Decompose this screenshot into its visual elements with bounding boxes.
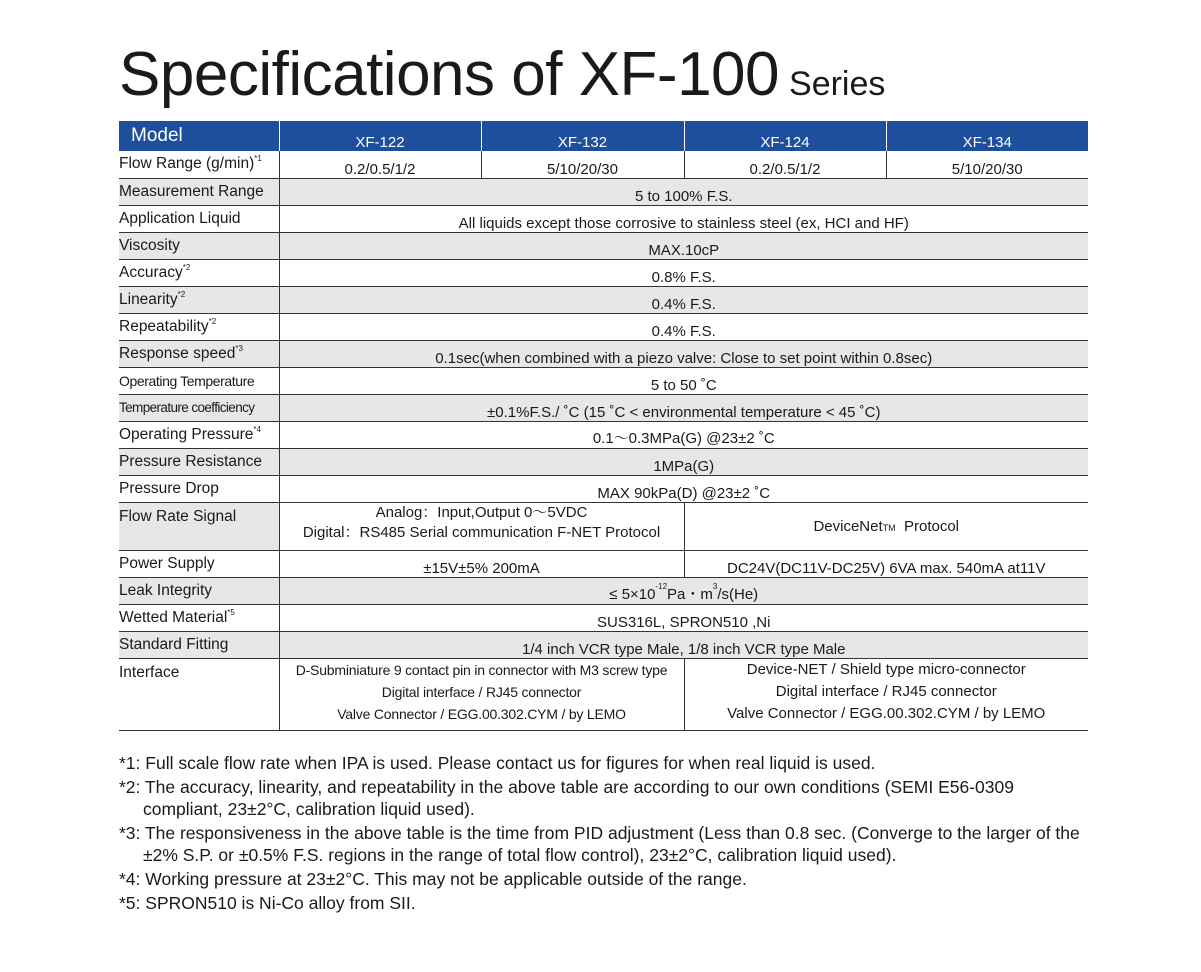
table-row-repeatability [119, 313, 1088, 340]
title-sub: Series [789, 65, 886, 103]
interface-line: Valve Connector / EGG.00.302.CYM / by LEMO [337, 705, 626, 722]
row-label: Response speed$^{*3}$ [119, 340, 279, 367]
table-row-linearity [119, 286, 1088, 313]
row-value: 5/10/20/30 [886, 151, 1088, 178]
header-xf-124: XF-124 [684, 121, 886, 151]
spec-table [119, 121, 1088, 731]
row-label: Wetted Material$^{*5}$ [119, 604, 279, 631]
interface-line: Device-NET / Shield type micro-connector [746, 660, 1026, 678]
header-xf-132: XF-132 [481, 121, 684, 151]
row-value: MAX.10cP [279, 232, 1088, 259]
row-value: ≤ $5\times 10^{-12}Pa$・$m^3/s(He)$ [279, 577, 1088, 604]
row-value: 0.4% F.S. [279, 286, 1088, 313]
row-value: SUS316L, SPRON510 ,Ni [279, 604, 1088, 631]
row-value: 0.4% F.S. [279, 313, 1088, 340]
row-value: 0.1sec(when combined with a piezo valve: Close to set point within 0.8sec) [279, 340, 1088, 367]
table-row-leak-integrity [119, 577, 1088, 604]
table-row-wetted-material [119, 604, 1088, 631]
table-row-flow-range [119, 151, 1088, 178]
header-xf-134: XF-134 [886, 121, 1088, 151]
row-label: Flow Range $(g/\min)^{*1}$ [119, 151, 279, 178]
table-row-standard-fitting [119, 631, 1088, 658]
header-xf-122: XF-122 [279, 121, 481, 151]
row-label: Interface [119, 658, 279, 730]
footnote: *5: SPRON510 is Ni-Co alloy from SII. [119, 893, 416, 913]
table-row-measurement-range [119, 178, 1088, 205]
header-row [119, 121, 1088, 151]
table-row-power-supply [119, 550, 1088, 577]
row-value: ±0.1%F.S./ ˚C (15 ˚C < environmental temperature < 45 ˚C) [279, 394, 1088, 421]
row-value: 5 to 50 ˚C [279, 367, 1088, 394]
interface-line: Valve Connector / EGG.00.302.CYM / by LEMO [727, 704, 1046, 722]
table-row-application-liquid [119, 205, 1088, 232]
title-main: Specifications of XF-100 [119, 40, 780, 109]
row-label: Standard Fitting [119, 631, 279, 658]
page-title [119, 40, 886, 109]
footnote: *4: Working pressure at 23±2°C. This may not be applicable outside of the range. [119, 869, 747, 889]
row-value: All liquids except those corrosive to stainless steel (ex, HCI and HF) [279, 205, 1088, 232]
table-row-response-speed [119, 340, 1088, 367]
table-row-viscosity [119, 232, 1088, 259]
footnote: *3: The responsiveness in the above table is the time from PID adjustment (Less than 0.8 sec. (Converge to the larger of the ±2% S.P. or ±0.5% F.S. regions in the range of total flow control), 23±2°C, calibration liquid used). [119, 823, 1080, 865]
signal-line: Analog：Input,Output 0～5VDC [375, 503, 588, 521]
row-label: Flow Rate Signal [119, 502, 279, 550]
row-value-right: DeviceNetTM Protocol [684, 502, 1088, 550]
row-label: Power Supply [119, 550, 279, 577]
interface-line: Digital interface / RJ45 connector [775, 682, 997, 700]
row-value: 1MPa(G) [279, 448, 1088, 475]
row-label: Linearity$^{*2}$ [119, 286, 279, 313]
footnote: *1: Full scale flow rate when IPA is used. Please contact us for figures for when real liquid is used. [119, 753, 876, 773]
row-value-left: ±15V±5% 200mA [279, 550, 684, 577]
row-value-left [279, 658, 684, 730]
header-model: Model [119, 121, 279, 151]
interface-line: D-Subminiature 9 contact pin in connector with M3 screw type [295, 661, 668, 678]
row-label: Operating Temperature [119, 367, 279, 394]
row-value: 5/10/20/30 [481, 151, 684, 178]
row-label: Viscosity [119, 232, 279, 259]
row-value-right [684, 658, 1088, 730]
interface-line: Digital interface / RJ45 connector [381, 683, 582, 700]
row-value: MAX 90kPa(D) @23±2 ˚C [279, 475, 1088, 502]
row-value-right: DC24V(DC11V-DC25V) 6VA max. 540mA at11V [684, 550, 1088, 577]
row-label: Measurement Range [119, 178, 279, 205]
table-row-operating-pressure [119, 421, 1088, 448]
row-value-left [279, 502, 684, 550]
footnotes [119, 752, 1094, 916]
row-label: Repeatability$^{*2}$ [119, 313, 279, 340]
row-value: 1/4 inch VCR type Male, 1/8 inch VCR type Male [279, 631, 1088, 658]
row-value: 5 to 100% F.S. [279, 178, 1088, 205]
table-row-interface [119, 658, 1088, 730]
row-value: 0.2/0.5/1/2 [279, 151, 481, 178]
row-label: Accuracy$^{*2}$ [119, 259, 279, 286]
row-value: 0.2/0.5/1/2 [684, 151, 886, 178]
row-label: Application Liquid [119, 205, 279, 232]
table-row-accuracy [119, 259, 1088, 286]
table-row-temperature-coefficiency [119, 394, 1088, 421]
table-row-pressure-drop [119, 475, 1088, 502]
row-label: Operating Pressure$^{*4}$ [119, 421, 279, 448]
table-row-operating-temperature [119, 367, 1088, 394]
row-value: 0.1～0.3MPa(G) @23±2 ˚C [279, 421, 1088, 448]
footnote: *2: The accuracy, linearity, and repeatability in the above table are according to our own conditions (SEMI E56-0309 compliant, 23±2°C, calibration liquid used). [119, 777, 1014, 819]
row-label: Leak Integrity [119, 577, 279, 604]
table-row-flow-rate-signal [119, 502, 1088, 550]
signal-line: Digital：RS485 Serial communication F-NET Protocol [302, 523, 661, 541]
row-value: 0.8% F.S. [279, 259, 1088, 286]
row-label: Pressure Resistance [119, 448, 279, 475]
row-label: Temperature coefficiency [119, 394, 279, 421]
row-label: Pressure Drop [119, 475, 279, 502]
table-row-pressure-resistance [119, 448, 1088, 475]
